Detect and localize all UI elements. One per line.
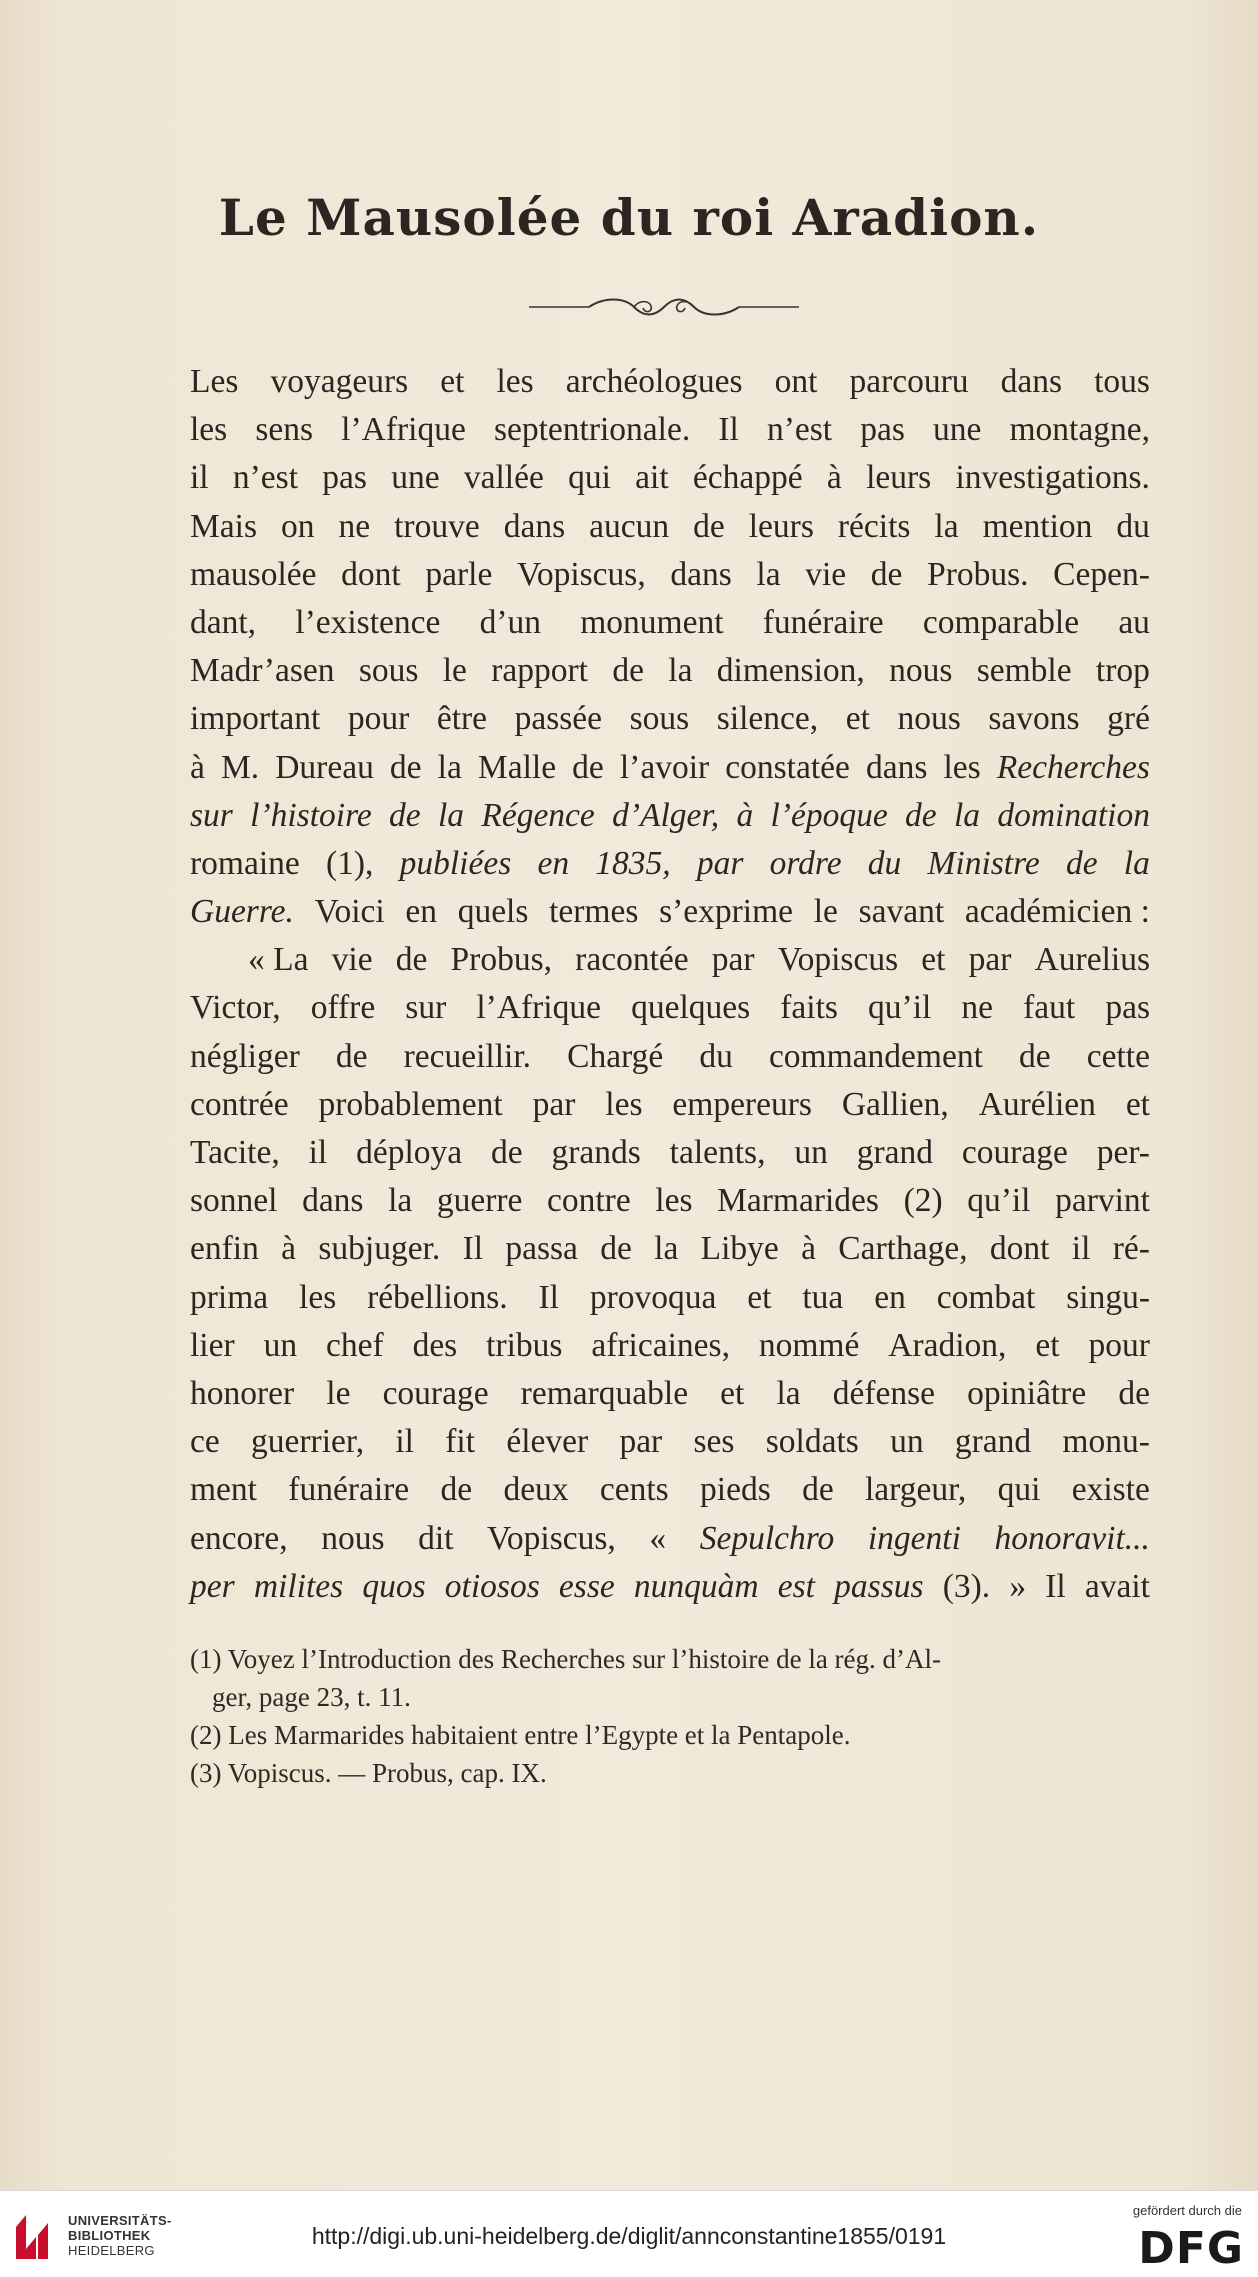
word: funéraire: [762, 603, 884, 641]
word: la: [668, 652, 693, 690]
word: Il: [538, 1278, 559, 1316]
word: racontée: [575, 941, 689, 979]
word: négliger: [190, 1037, 300, 1075]
word: Les: [190, 363, 239, 400]
word: récits: [837, 507, 911, 545]
word: de: [395, 941, 428, 979]
text-line: [190, 1418, 1150, 1466]
word: Régence: [481, 796, 595, 834]
word: (2): [903, 1182, 943, 1220]
word: dit: [418, 1519, 454, 1557]
word: remarquable: [520, 1374, 689, 1412]
word: chef: [325, 1326, 384, 1364]
word: nous: [889, 652, 953, 690]
word: et: [1035, 1326, 1060, 1364]
word: quelques: [631, 989, 751, 1027]
word: échappé: [692, 459, 803, 497]
word: dans: [866, 748, 928, 786]
word: (3).: [942, 1567, 991, 1605]
word: une: [391, 459, 440, 497]
word: passus: [834, 1567, 924, 1605]
text-line: [190, 936, 1150, 984]
word: sous: [358, 652, 419, 690]
word: Aradion,: [888, 1326, 1007, 1364]
word: Ministre: [927, 844, 1040, 882]
word: ont: [774, 363, 818, 400]
word: de: [612, 652, 644, 690]
word: monument: [580, 603, 724, 641]
word: Sepulchro: [699, 1519, 835, 1557]
word: nommé: [758, 1326, 860, 1364]
text-line: [190, 503, 1150, 551]
word: à: [281, 1230, 297, 1268]
word: contre: [547, 1182, 631, 1220]
word: opiniâtre: [967, 1374, 1087, 1412]
word: dont: [989, 1230, 1050, 1268]
word: grand: [856, 1134, 933, 1171]
word: la: [934, 507, 959, 545]
word: de: [1065, 844, 1098, 882]
word: dont: [341, 555, 401, 593]
word: qui: [568, 459, 611, 497]
word: nunquàm: [633, 1567, 759, 1605]
word: ingenti: [867, 1519, 961, 1557]
word: domination: [997, 796, 1150, 834]
word: 1835,: [595, 844, 671, 882]
word: et: [720, 1374, 745, 1412]
word: le: [442, 652, 467, 690]
word: Voici: [314, 893, 385, 931]
word: il: [190, 459, 209, 497]
word: voyageurs: [270, 363, 409, 400]
word: talents,: [669, 1134, 766, 1171]
footnote-1-continued: ger, page 23, t. 11.: [212, 1682, 411, 1712]
word: l’histoire: [250, 796, 372, 834]
word: subjuger.: [318, 1230, 441, 1268]
word: offre: [310, 989, 376, 1027]
word: pas: [860, 411, 905, 449]
text-line: [190, 1466, 1150, 1514]
word: à: [736, 796, 754, 834]
word: de: [389, 796, 421, 834]
word: être: [436, 700, 488, 738]
word: funéraire: [288, 1471, 410, 1509]
word: pour: [1088, 1326, 1150, 1364]
word: Vopiscus,: [516, 555, 646, 593]
word: la: [1123, 844, 1150, 882]
word: de: [600, 1230, 632, 1268]
word: les: [190, 411, 228, 449]
word: qu’il: [868, 989, 932, 1027]
word: on: [281, 507, 315, 545]
word: ne: [338, 507, 371, 545]
word: tous: [1094, 363, 1150, 400]
text-line: [190, 551, 1150, 599]
word: ordre: [769, 844, 842, 882]
word: la: [654, 1230, 679, 1268]
word: qui: [997, 1471, 1041, 1509]
word: un: [263, 1326, 298, 1364]
word: grands: [551, 1134, 641, 1171]
word: Marmarides: [717, 1182, 879, 1220]
word: savant: [858, 893, 945, 931]
word: du: [699, 1037, 733, 1075]
word: à: [190, 748, 205, 786]
word: vallée: [463, 459, 544, 497]
word: la: [953, 796, 981, 834]
word: Mais: [190, 507, 257, 545]
word: de: [1118, 1374, 1150, 1412]
word: parcouru: [849, 363, 969, 400]
word: milites: [253, 1567, 344, 1605]
word: un: [794, 1134, 828, 1171]
word: silence,: [716, 700, 819, 738]
word: cette: [1086, 1037, 1150, 1075]
word: empereurs: [672, 1085, 812, 1123]
word: recueillir.: [403, 1037, 532, 1075]
library-name: UNIVERSITÄTS- BIBLIOTHEK HEIDELBERG: [68, 2213, 172, 2258]
word: pieds: [700, 1471, 771, 1509]
word: sur: [405, 989, 447, 1027]
text-line: [190, 1274, 1150, 1322]
word: (1),: [325, 844, 374, 882]
text-line: [190, 695, 1150, 743]
word: Dureau: [275, 748, 374, 786]
word: déploya: [356, 1134, 463, 1171]
word: la: [437, 748, 462, 786]
text-line: [190, 1129, 1150, 1177]
word: de: [490, 1134, 523, 1171]
word: dans: [670, 555, 732, 593]
word: par: [532, 1085, 576, 1123]
footnote-2: (2) Les Marmarides habitaient entre l’Egypte et la Pentapole.: [190, 1720, 851, 1750]
word: Cepen-: [1053, 555, 1150, 593]
word: Victor,: [190, 989, 281, 1027]
word: «: [649, 1519, 667, 1557]
word: Aurélien: [978, 1085, 1096, 1123]
word: ses: [693, 1423, 735, 1461]
word: la: [756, 555, 781, 593]
word: leurs: [748, 507, 814, 545]
word: la: [388, 1182, 413, 1220]
word: parvint: [1055, 1182, 1150, 1220]
word: dans: [302, 1182, 364, 1220]
word: tribus: [486, 1326, 563, 1364]
word: pour: [347, 700, 410, 738]
word: les: [943, 748, 981, 786]
word: lier: [190, 1326, 235, 1364]
word: et: [921, 941, 946, 979]
word: Il: [462, 1230, 484, 1268]
word: tua: [802, 1278, 844, 1316]
word: les: [605, 1085, 643, 1123]
word: ce: [190, 1423, 220, 1461]
word: dans: [503, 507, 566, 545]
word: vie: [805, 555, 847, 593]
word: de: [905, 796, 937, 834]
dfg-logo[interactable]: DFG: [1138, 2223, 1244, 2274]
word: leurs: [866, 459, 932, 497]
word: termes: [549, 893, 639, 931]
word: savons: [988, 700, 1080, 738]
word: guerrier,: [251, 1423, 365, 1461]
word: par: [711, 941, 755, 979]
text-line: [190, 1033, 1150, 1081]
word: mausolée: [190, 555, 317, 593]
word: ré-: [1112, 1230, 1150, 1268]
word: deux: [503, 1471, 569, 1509]
word: du: [867, 844, 902, 882]
word: de: [1019, 1037, 1051, 1075]
word: pas: [322, 459, 367, 497]
word: trop: [1095, 652, 1150, 690]
word: monu-: [1062, 1423, 1150, 1461]
word: n’est: [232, 459, 299, 497]
word: en: [874, 1278, 906, 1316]
word: sur: [190, 796, 233, 834]
word: par: [968, 941, 1012, 979]
word: cents: [599, 1471, 669, 1509]
word: gré: [1107, 700, 1150, 738]
word: la: [437, 796, 465, 834]
word: esse: [558, 1567, 615, 1605]
word: par: [619, 1423, 663, 1461]
word: d’un: [479, 603, 541, 641]
word: Malle: [477, 748, 557, 786]
text-line: [190, 647, 1150, 695]
word: publiées: [399, 844, 512, 882]
word: honorer: [190, 1374, 295, 1412]
word: prima: [190, 1278, 269, 1316]
text-line: [190, 744, 1150, 792]
word: romaine: [190, 844, 300, 882]
word: contrée: [190, 1085, 289, 1123]
word: archéologues: [565, 363, 743, 400]
word: otiosos: [444, 1567, 540, 1605]
word: quels: [457, 893, 529, 931]
word: africaines,: [591, 1326, 730, 1364]
word: Aurelius: [1034, 941, 1150, 979]
word: qu’il: [967, 1182, 1031, 1220]
word: Vopiscus,: [487, 1519, 616, 1557]
word: passa: [505, 1230, 578, 1268]
word: sous: [629, 700, 690, 738]
word: montagne,: [1009, 411, 1150, 449]
word: il: [1071, 1230, 1091, 1268]
word: de: [802, 1471, 834, 1509]
word: fit: [445, 1423, 476, 1461]
body-text: [190, 358, 1150, 1611]
word: Probus.: [927, 555, 1029, 593]
word: Guerre.: [190, 893, 294, 931]
text-line: [190, 984, 1150, 1032]
word: courage: [382, 1374, 489, 1412]
word: le: [326, 1374, 351, 1412]
word: constatée: [725, 748, 850, 786]
word: dimension,: [716, 652, 865, 690]
word: quos: [362, 1567, 426, 1605]
word: à: [801, 1230, 816, 1268]
text-line: [190, 1081, 1150, 1129]
word: de: [440, 1471, 473, 1509]
text-line: [190, 792, 1150, 840]
footnotes: [190, 1640, 1150, 1792]
word: grand: [954, 1423, 1032, 1461]
word: semble: [976, 652, 1072, 690]
word: largeur,: [865, 1471, 967, 1509]
word: »: [1009, 1567, 1027, 1605]
word: dans: [1000, 363, 1063, 400]
word: honoravit...: [994, 1519, 1150, 1557]
word: défense: [832, 1374, 936, 1412]
word: en: [405, 893, 437, 931]
word: les: [299, 1278, 337, 1316]
word: enfin: [190, 1230, 259, 1268]
word: et: [440, 363, 465, 400]
word: trouve: [394, 507, 480, 545]
word: et: [747, 1278, 772, 1316]
word: ait: [635, 459, 669, 497]
word: s’exprime: [659, 893, 794, 931]
footnote-3: (3) Vopiscus. — Probus, cap. IX.: [190, 1758, 547, 1788]
word: vie: [331, 941, 373, 979]
word: le: [813, 893, 838, 931]
word: courage: [961, 1134, 1068, 1171]
word: sens: [255, 411, 314, 449]
word: du: [1116, 507, 1150, 545]
word: ment: [190, 1471, 257, 1509]
word: Carthage,: [838, 1230, 968, 1268]
word: Madr’asen: [190, 652, 335, 690]
word: Libye: [700, 1230, 779, 1268]
word: faut: [1023, 989, 1076, 1027]
word: investigations.: [955, 459, 1150, 497]
text-line: [190, 888, 1150, 936]
source-url-link[interactable]: http://digi.ub.uni-heidelberg.de/diglit/annconstantine1855/0191: [311, 2223, 947, 2249]
word: les: [496, 363, 534, 400]
word: de: [389, 748, 422, 786]
word: Recherches: [996, 748, 1150, 786]
word: n’est: [766, 411, 833, 449]
word: et: [1125, 1085, 1150, 1123]
word: aucun: [589, 507, 670, 545]
word: sonnel: [190, 1182, 278, 1220]
word: de: [693, 507, 725, 545]
text-line: [190, 1563, 1150, 1611]
word: un: [890, 1423, 924, 1461]
word: est: [777, 1567, 815, 1605]
word: rébellions.: [367, 1278, 508, 1316]
word: il: [395, 1423, 414, 1461]
word: l’Afrique: [341, 411, 466, 449]
word: Probus,: [450, 941, 552, 979]
word: comparable: [922, 603, 1080, 641]
word: rapport: [491, 652, 588, 690]
word: Gallien,: [841, 1085, 949, 1123]
word: nous: [321, 1519, 385, 1557]
word: l’époque: [770, 796, 888, 834]
word: pas: [1105, 989, 1150, 1027]
word: avait: [1084, 1567, 1150, 1605]
word: singu-: [1066, 1278, 1150, 1316]
word: M.: [220, 748, 260, 786]
word: mention: [982, 507, 1093, 545]
word: une: [932, 411, 982, 449]
word: Il: [718, 411, 739, 449]
text-line: [190, 840, 1150, 888]
word: l’Afrique: [476, 989, 601, 1027]
word: existe: [1071, 1471, 1150, 1509]
word: de: [870, 555, 903, 593]
word: per: [190, 1567, 235, 1605]
word: Chargé: [567, 1037, 664, 1075]
word: passée: [514, 700, 603, 738]
word: faits: [780, 989, 838, 1027]
word: de: [335, 1037, 368, 1075]
word: par: [696, 844, 744, 882]
word: en: [537, 844, 570, 882]
text-line: [190, 454, 1150, 502]
word: la: [776, 1374, 801, 1412]
text-line: [190, 358, 1150, 406]
word: important: [190, 700, 321, 738]
word: et: [845, 700, 870, 738]
text-line: [190, 1515, 1150, 1563]
text-line: [190, 1225, 1150, 1273]
word: académicien :: [964, 893, 1150, 931]
text-line: [190, 1177, 1150, 1225]
word: des: [412, 1326, 458, 1364]
word: dant,: [190, 603, 257, 641]
word: Il: [1045, 1567, 1066, 1605]
text-line: [190, 406, 1150, 454]
word: au: [1118, 603, 1150, 641]
text-line: [190, 1370, 1150, 1418]
word: probablement: [318, 1085, 503, 1123]
text-line: [190, 599, 1150, 647]
word: l’existence: [295, 603, 441, 641]
word: ne: [961, 989, 994, 1027]
word: parle: [425, 555, 493, 593]
word: nous: [897, 700, 961, 738]
word: Vopiscus: [777, 941, 899, 979]
word: septentrionale.: [493, 411, 691, 449]
word: à: [826, 459, 842, 497]
word: d’Alger,: [612, 796, 720, 834]
word: soldats: [765, 1423, 859, 1461]
word: encore,: [190, 1519, 288, 1557]
footer-bar: [0, 2190, 1258, 2277]
word: les: [655, 1182, 693, 1220]
text-line: [190, 1322, 1150, 1370]
word: commandement: [768, 1037, 983, 1075]
page-title: Le Mausolée du roi Aradion.: [218, 188, 1040, 247]
word: il: [308, 1134, 328, 1171]
word: provoqua: [589, 1278, 717, 1316]
word: « La: [248, 941, 309, 979]
word: per-: [1096, 1134, 1150, 1171]
footnote-1: (1) Voyez l’Introduction des Recherches sur l’histoire de la rég. d’Al-: [190, 1644, 942, 1674]
word: Tacite,: [190, 1134, 280, 1171]
word: combat: [936, 1278, 1036, 1316]
word: guerre: [436, 1182, 523, 1220]
word: élever: [506, 1423, 589, 1461]
word: de: [572, 748, 604, 786]
ornament-divider-icon: [529, 292, 799, 322]
funder-note: gefördert durch die: [1132, 2203, 1242, 2218]
word: l’avoir: [619, 748, 710, 786]
